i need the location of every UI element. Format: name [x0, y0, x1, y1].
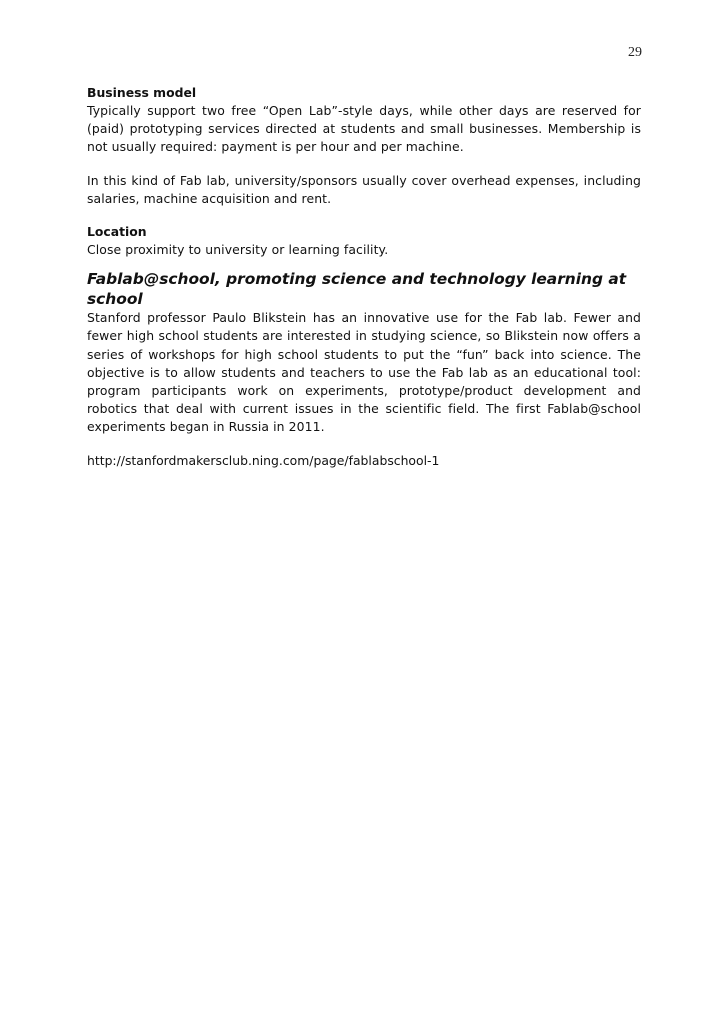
business-model-heading: Business model [87, 85, 197, 100]
fablab-school-link[interactable]: http://stanfordmakersclub.ning.com/page/fablabschool-1 [87, 452, 440, 468]
business-model-paragraph-2: In this kind of Fab lab, university/sponsors usually cover overhead expenses, including salaries, machine acquisition and rent. [87, 172, 641, 206]
page-number: 29 [628, 45, 642, 60]
fablab-school-paragraph: Stanford professor Paulo Blikstein has an innovative use for the Fab lab. Fewer and fewer high school students are interested in studying science, so Blikstein now offers a series of workshops for high school students to put the “fun” back into science. The objective is to allow students and teachers to use the Fab lab as an educational tool: program participants work on experiments, prototype/product development and robotics that deal with current issues in the scientific field. The first Fablab@school experiments began in Russia in 2011. [87, 310, 641, 435]
business-model-paragraph-1: Typically support two free “Open Lab”-style days, while other days are reserved for (paid) prototyping services directed at students and small businesses. Membership is not usually required: payment is per hour and per machine. [87, 103, 641, 155]
page-content [87, 84, 641, 470]
location-text: Close proximity to university or learning facility. [87, 242, 389, 258]
spacer [87, 259, 641, 269]
spacer [87, 157, 641, 172]
fablab-school-title: Fablab@school, promoting science and technology learning at school [87, 270, 627, 309]
location-heading: Location [87, 224, 147, 240]
spacer [87, 208, 641, 223]
spacer [87, 437, 641, 452]
